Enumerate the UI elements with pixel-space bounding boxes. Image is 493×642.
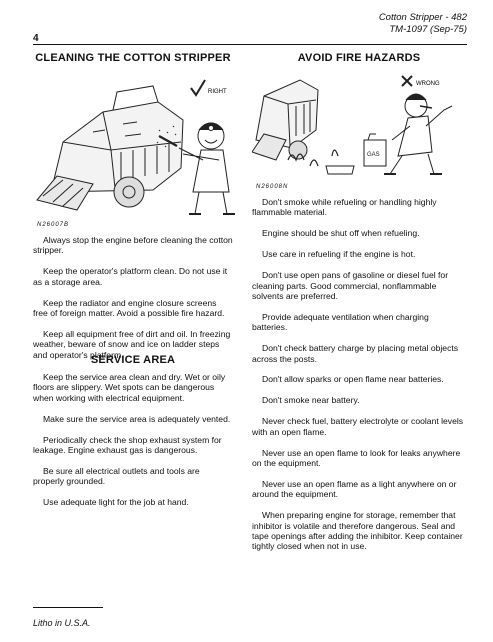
figure-code-left: N26007B xyxy=(37,222,70,228)
paragraph: Never check fuel, battery electrolyte or coolant levels with an open flame. xyxy=(252,416,464,437)
paragraph: Don't smoke near battery. xyxy=(262,395,360,406)
paragraph: Keep the service area clean and dry. Wet or oily floors are slippery. Wet spots can be dangerous when working with electrical equipment. xyxy=(33,372,226,403)
cotton-stripper-cleaning-illustration xyxy=(33,72,238,220)
right-text-block xyxy=(252,197,466,562)
paragraph: Be sure all electrical outlets and tools are properly grounded. xyxy=(33,465,200,487)
header-rule xyxy=(33,44,467,45)
section-title-cleaning: CLEANING THE COTTON STRIPPER xyxy=(35,52,231,64)
doc-id: TM-1097 (Sep-75) xyxy=(389,24,467,35)
paragraph: Never use an open flame to look for leaks anywhere on the equipment. xyxy=(252,447,461,468)
paragraph: When preparing engine for storage, remember that inhibitor is volatile and therefore dangerous. Seal and tape openings after adding the inhibitor. Keep container tightly closed when not in use. xyxy=(252,510,463,552)
paragraph: Periodically check the shop exhaust system for leakage. Engine exhaust gas is dangerous. xyxy=(33,434,222,456)
paragraph: Never use an open flame as a light anywhere on or around the equipment. xyxy=(252,478,457,500)
paragraph: Use care in refueling if the engine is hot. xyxy=(262,249,416,260)
wrong-tag: WRONG xyxy=(416,81,440,87)
paragraph: Always stop the engine before cleaning the cotton stripper. xyxy=(33,235,233,256)
footer-text: Litho in U.S.A. xyxy=(33,618,91,628)
paragraph: Don't allow sparks or open flame near batteries. xyxy=(262,374,444,385)
figure-code-right: N26008N xyxy=(256,184,289,190)
section-title-service: SERVICE AREA xyxy=(90,354,176,366)
page-number: 4 xyxy=(33,33,39,44)
doc-title: Cotton Stripper - 482 xyxy=(378,12,467,23)
fire-hazard-illustration xyxy=(252,70,466,182)
paragraph: Don't use open pans of gasoline or diesel fuel for cleaning parts. Good commercial, nonflammable solvents are preferred. xyxy=(252,270,449,301)
paragraph: Make sure the service area is adequately vented. xyxy=(43,413,231,424)
footer-rule xyxy=(33,607,103,608)
paragraph: Engine should be shut off when refueling. xyxy=(262,228,420,239)
right-tag: RIGHT xyxy=(208,89,227,95)
paragraph: Keep the operator's platform clean. Do not use it as a storage area. xyxy=(33,266,228,287)
service-text-block xyxy=(33,372,233,518)
paragraph: Keep the radiator and engine closure screens free of foreign matter. Avoid a possible fire hazard. xyxy=(33,297,225,319)
section-title-fire: AVOID FIRE HAZARDS xyxy=(297,52,421,64)
paragraph: Keep all equipment free of dirt and oil. In freezing weather, beware of snow and ice on ladder steps and operator's platform. xyxy=(33,328,231,360)
left-text-block xyxy=(33,235,233,371)
paragraph: Use adequate light for the job at hand. xyxy=(43,497,189,508)
paragraph: Don't smoke while refueling or handling highly flammable material. xyxy=(252,197,437,218)
paragraph: Don't check battery charge by placing metal objects across the posts. xyxy=(252,343,459,364)
paragraph: Provide adequate ventilation when charging batteries. xyxy=(252,311,429,333)
gas-label: GAS xyxy=(367,152,380,158)
